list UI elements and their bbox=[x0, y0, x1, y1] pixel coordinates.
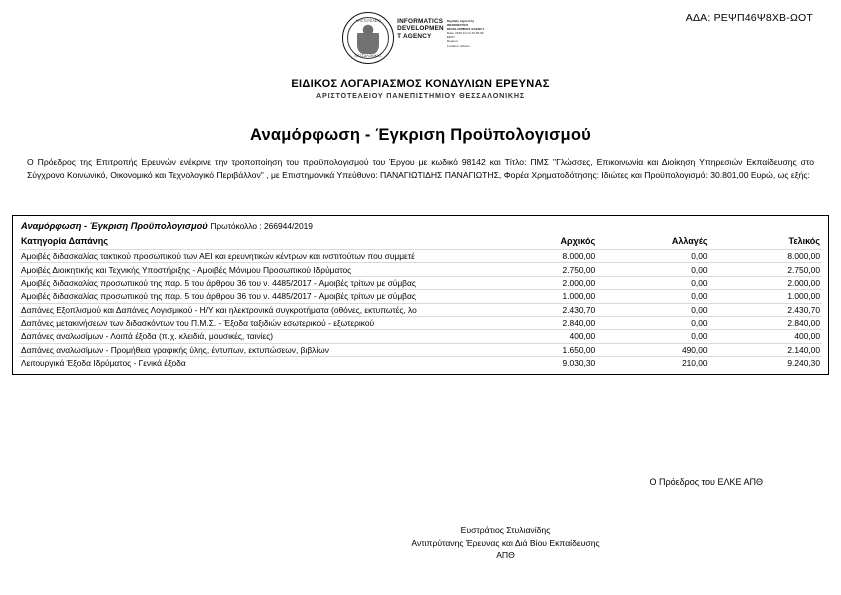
page-title: Αναμόρφωση - Έγκριση Προϋπολογισμού bbox=[250, 126, 591, 144]
cell-initial: 2.000,00 bbox=[485, 276, 597, 289]
cell-final: 2.840,00 bbox=[710, 316, 822, 329]
table-row bbox=[19, 303, 822, 316]
cell-initial: 1.650,00 bbox=[485, 343, 597, 356]
cell-category: Δαπάνες αναλωσίμων - Λοιπά έξοδα (π.χ. κλειδιά, μουσικές, ταινίες) bbox=[19, 330, 485, 343]
table-row bbox=[19, 357, 822, 370]
cell-initial: 9.030,30 bbox=[485, 357, 597, 370]
signature-line-3: DEVELOPMENT AGENCY bbox=[446, 27, 485, 32]
university-seal-icon bbox=[342, 12, 394, 64]
signature-line-1: Digitally signed by bbox=[446, 19, 475, 23]
signatory-role-line-1: Αντιπρύτανης Έρευνας και Διά Βίου Εκπαίδευσης bbox=[411, 537, 600, 548]
table-row bbox=[19, 290, 822, 303]
cell-category: Δαπάνες μετακινήσεων των διδασκόντων του Π.Μ.Σ. - Έξοδα ταξιδιών εσωτερικού - εξωτερικού bbox=[19, 316, 485, 329]
table-row bbox=[19, 316, 822, 329]
column-header-changes: Αλλαγές bbox=[671, 236, 708, 246]
cell-category: Αμοιβές διδασκαλίας προσωπικού της παρ. 5 του άρθρου 36 του ν. 4485/2017 - Αμοιβές τρίτων με σύμβας bbox=[19, 276, 485, 289]
table-row bbox=[19, 263, 822, 276]
organization-subname: ΑΡΙΣΤΟΤΕΛΕΙΟΥ ΠΑΝΕΠΙΣΤΗΜΙΟΥ ΘΕΣΣΑΛΟΝΙΚΗΣ bbox=[316, 91, 525, 100]
cell-changes: 0,00 bbox=[597, 303, 709, 316]
cell-final: 8.000,00 bbox=[710, 250, 822, 263]
signature-block bbox=[0, 524, 841, 562]
wordmark-line-2: DEVELOPMEN bbox=[397, 25, 444, 33]
table-row bbox=[19, 250, 822, 263]
signatory-role-top: Ο Πρόεδρος του ΕΛΚΕ ΑΠΘ bbox=[649, 477, 763, 487]
cell-final: 2.140,00 bbox=[710, 343, 822, 356]
signature-line-4: Date: 2019.10.14 10:30:09 bbox=[446, 31, 484, 36]
wordmark-line-3: T AGENCY bbox=[397, 32, 432, 40]
cell-final: 1.000,00 bbox=[710, 290, 822, 303]
cell-initial: 1.000,00 bbox=[485, 290, 597, 303]
cell-category: Αμοιβές Διοικητικής και Τεχνικής Υποστήριξης - Αμοιβές Μόνιμου Προσωπικού Ιδρύματος bbox=[19, 263, 485, 276]
wordmark-line-1: INFORMATICS bbox=[397, 18, 444, 25]
signature-line-5: EEST bbox=[446, 35, 455, 40]
organization-name: ΕΙΔΙΚΟΣ ΛΟΓΑΡΙΑΣΜΟΣ ΚΟΝΔΥΛΙΩΝ ΕΡΕΥΝΑΣ bbox=[291, 78, 550, 90]
body-paragraph: Ο Πρόεδρος της Επιτροπής Ερευνών ενέκρινε την τροποποίηση του προϋπολογισμού του Έργου με κωδικό 98142 και Τίτλο: ΠΜΣ "Γλώσσες, Επικοινωνία και Διοίκηση Υπηρεσιών Εκπαίδευσης στο Σύγχρονο Κοινωνικό, Οικονομικό και Τεχνολογικό Περιβάλλον" , με Επιστημονικά Υπεύθυνο: ΠΑΝΑΓΙΩΤΙΔΗΣ ΠΑΝΑΓΙΩΤΗΣ, Φορέα Χρηματοδότησης: Ιδιώτες και Προϋπολογισμό: 30.801,00 Ευρώ, ως εξής: bbox=[27, 157, 814, 181]
table-caption-text: Αναμόρφωση - Έγκριση Προϋπολογισμού bbox=[21, 221, 208, 231]
cell-initial: 2.840,00 bbox=[485, 316, 597, 329]
signature-line-6: Reason: bbox=[446, 39, 459, 44]
document-header bbox=[0, 12, 841, 100]
seal-bottom-text: ΘΕΣΣΑΛΟΝΙΚΗΣ bbox=[354, 54, 382, 58]
cell-category: Αμοιβές διδασκαλίας προσωπικού της παρ. 5 του άρθρου 36 του ν. 4485/2017 - Αμοιβές τρίτων με σύμβας bbox=[19, 290, 485, 303]
cell-final: 9.240,30 bbox=[710, 357, 822, 370]
cell-category: Δαπάνες αναλωσίμων - Προμήθεια γραφικής ύλης, έντυπων, εκτυπώσεων, βιβλίων bbox=[19, 343, 485, 356]
ada-code: ΑΔΑ: ΡΕΨΠ46Ψ8ΧΒ-ΩΟΤ bbox=[685, 12, 813, 24]
cell-initial: 400,00 bbox=[485, 330, 597, 343]
signature-line-2: INFORMATICS bbox=[446, 23, 469, 28]
cell-final: 2.430,70 bbox=[710, 303, 822, 316]
cell-category: Δαπάνες Εξοπλισμού και Δαπάνες Λογισμικού - Η/Υ και ηλεκτρονικά συγκροτήματα (οθόνες, εκτυπωτές, λο bbox=[19, 303, 485, 316]
column-header-category: Κατηγορία Δαπάνης bbox=[21, 236, 108, 246]
budget-table-container bbox=[12, 215, 829, 375]
table-row bbox=[19, 330, 822, 343]
cell-initial: 2.750,00 bbox=[485, 263, 597, 276]
signatory-name: Ευστράτιος Στυλιανίδης bbox=[460, 525, 551, 535]
cell-changes: 0,00 bbox=[597, 316, 709, 329]
cell-final: 2.000,00 bbox=[710, 276, 822, 289]
table-row bbox=[19, 276, 822, 289]
table-header-row bbox=[19, 235, 822, 250]
signature-line-7: Location: Athens bbox=[446, 43, 470, 48]
digital-signature-block bbox=[447, 12, 499, 48]
cell-initial: 8.000,00 bbox=[485, 250, 597, 263]
cell-changes: 0,00 bbox=[597, 290, 709, 303]
table-caption bbox=[19, 220, 822, 235]
column-header-initial: Αρχικός bbox=[560, 236, 596, 246]
logo-row bbox=[0, 12, 841, 70]
cell-category: Αμοιβές διδασκαλίας τακτικού προσωπικού των ΑΕΙ και ερευνητικών κέντρων και ινστιτούτων που συμμετέ bbox=[19, 250, 485, 263]
seal-top-text: ΑΡΙΣΤΟΤΕΛΕΙΟ bbox=[355, 19, 381, 23]
cell-changes: 490,00 bbox=[597, 343, 709, 356]
table-row bbox=[19, 343, 822, 356]
column-header-final: Τελικός bbox=[788, 236, 820, 246]
cell-category: Λειτουργικά Έξοδα Ιδρύματος - Γενικά έξοδα bbox=[19, 357, 485, 370]
cell-changes: 210,00 bbox=[597, 357, 709, 370]
table-protocol: Πρωτόκολλο : 266944/2019 bbox=[210, 221, 313, 231]
cell-changes: 0,00 bbox=[597, 276, 709, 289]
budget-table bbox=[19, 235, 822, 369]
cell-final: 2.750,00 bbox=[710, 263, 822, 276]
cell-changes: 0,00 bbox=[597, 250, 709, 263]
cell-final: 400,00 bbox=[710, 330, 822, 343]
idika-wordmark bbox=[397, 12, 444, 40]
signatory-role-line-2: ΑΠΘ bbox=[496, 550, 515, 561]
cell-changes: 0,00 bbox=[597, 263, 709, 276]
cell-changes: 0,00 bbox=[597, 330, 709, 343]
cell-initial: 2.430,70 bbox=[485, 303, 597, 316]
